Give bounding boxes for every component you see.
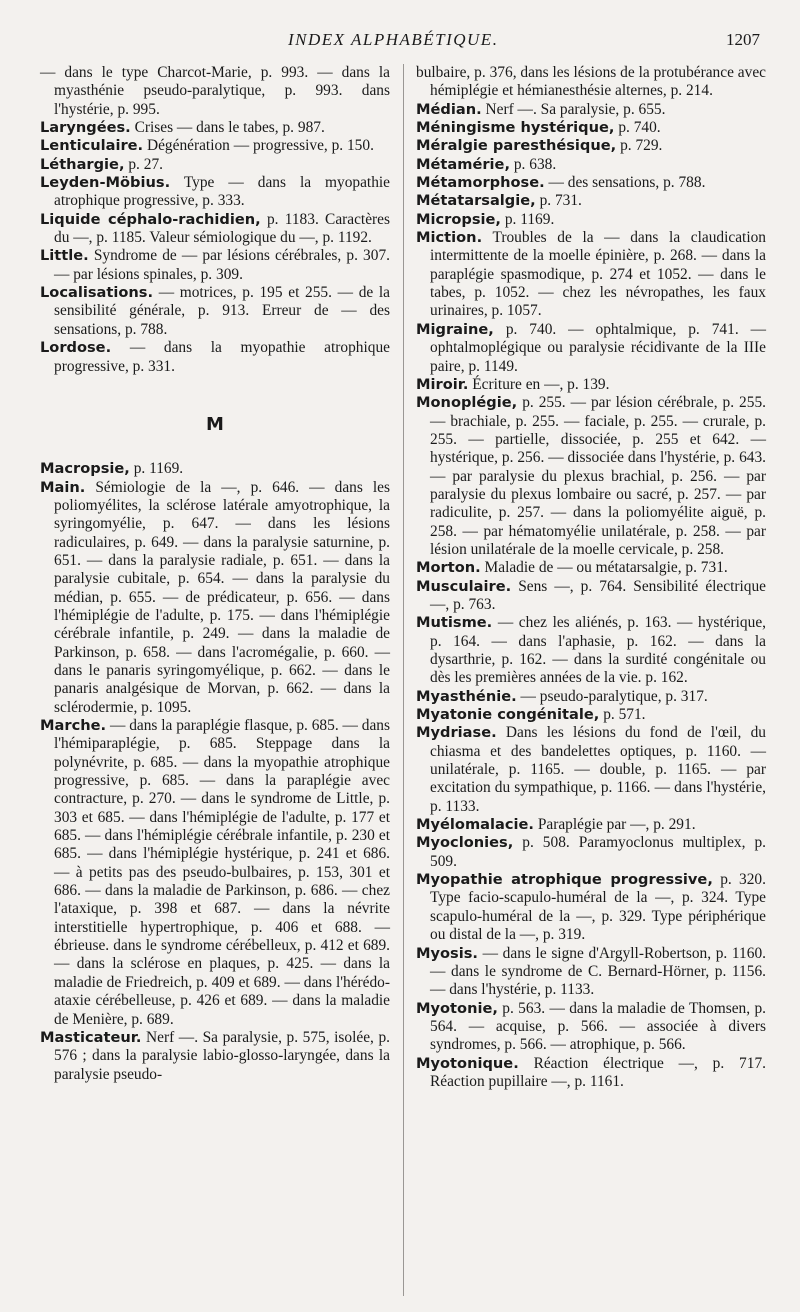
index-keyword: Masticateur.	[40, 1028, 142, 1046]
index-keyword: Méralgie paresthésique,	[416, 137, 617, 155]
index-entry	[40, 64, 390, 119]
index-text: — pseudo-paralytique, p. 317.	[520, 687, 708, 705]
index-entry	[416, 688, 766, 706]
index-text: Réaction électrique —, p. 717. Réaction pupillaire —, p. 1161.	[430, 1054, 766, 1090]
index-entry	[416, 119, 766, 137]
index-entry	[416, 614, 766, 687]
page-number: 1207	[726, 30, 760, 49]
index-text: Dans les lésions du fond de l'œil, du chiasma et des bandelettes optiques, p. 1160. — unilatérale, p. 1165. — double, p. 1165. — par excitation du sympathique, p. 1166. — dans l'hystérie, p. 1133.	[430, 724, 766, 815]
index-entry	[40, 156, 390, 174]
index-text: p. 27.	[128, 155, 163, 173]
index-entry	[416, 211, 766, 229]
index-text: p. 571.	[603, 706, 646, 724]
index-keyword: Myoclonies,	[416, 834, 514, 852]
index-keyword: Laryngées.	[40, 119, 131, 137]
index-text: bulbaire, p. 376, dans les lésions de la protubérance avec hémiplégie et hémianesthésie alternes, p. 214.	[416, 64, 766, 100]
index-entry	[416, 871, 766, 944]
index-entry	[416, 321, 766, 376]
index-keyword: Macropsie,	[40, 460, 130, 478]
index-keyword: Métamorphose.	[416, 174, 545, 192]
index-text: Nerf —. Sa paralysie, p. 575, isolée, p. 576 ; dans la paralysie labio-glosso-laryngée, dans la paralysie pseudo-	[54, 1028, 390, 1083]
index-entry	[40, 284, 390, 339]
index-text: Maladie de — ou métatarsalgie, p. 731.	[484, 559, 728, 577]
index-keyword: Miroir.	[416, 375, 469, 393]
right-column	[416, 64, 766, 1091]
index-keyword: Méningisme hystérique,	[416, 119, 615, 137]
index-keyword: Lenticulaire.	[40, 137, 144, 155]
index-keyword: Mutisme.	[416, 614, 493, 632]
index-text: p. 1183. Caractères du —, p. 1185. Valeur sémiologique du —, p. 1192.	[54, 210, 390, 247]
left-column	[40, 64, 390, 1084]
index-keyword: Main.	[40, 478, 86, 496]
index-entry	[416, 376, 766, 394]
index-keyword: Monoplégie,	[416, 394, 518, 412]
index-entry	[40, 119, 390, 137]
index-text: p. 1169.	[504, 210, 555, 228]
index-keyword: Musculaire.	[416, 577, 512, 595]
index-keyword: Myopathie atrophique progressive,	[416, 871, 713, 889]
index-keyword: Myélomalacie.	[416, 816, 534, 834]
index-entry	[416, 834, 766, 871]
index-text: Troubles de la — dans la claudication intermittente de la moelle épinière, p. 268. — dans la paraplégie spasmodique, p. 274 et 1052. — dans le tabes, p. 1052. — chez les névropathes, les faux urinaires, p. 1057.	[430, 229, 766, 320]
index-entry	[40, 717, 390, 1029]
index-text: p. 255. — par lésion cérébrale, p. 255. — brachiale, p. 255. — faciale, p. 255. — crurale, p. 255. — partielle, dissociée, p. 255 et 642. — hystérique, p. 256. — dissociée dans l'hystérie, p. 643. — par paralysie du plexus brachial, p. 256. — par paralysie du plexus lombaire ou sacré, p. 257. — par radiculite, p. 257. — dans la poliomyélite aiguë, p. 258. — par hématomyélie unilatérale, p. 258. — par lésion unilatérale de la moelle cervicale, p. 258.	[430, 394, 766, 558]
index-text: — chez les aliénés, p. 163. — hystérique, p. 164. — dans l'aphasie, p. 162. — dans la dysarthrie, p. 162. — dans la surdité congénitale ou dès les premières années de la vie. p. 162.	[430, 614, 766, 687]
index-keyword: Myotonie,	[416, 999, 498, 1017]
index-text: Écriture en —, p. 139.	[472, 375, 610, 393]
index-text: p. 731.	[539, 192, 582, 210]
index-entry	[40, 1029, 390, 1084]
index-text: Paraplégie par —, p. 291.	[537, 816, 696, 834]
column-divider	[403, 64, 404, 1296]
index-keyword: Liquide céphalo-rachidien,	[40, 210, 261, 228]
index-keyword: Léthargie,	[40, 155, 125, 173]
index-text: p. 563. — dans la maladie de Thomsen, p. 564. — acquise, p. 566. — associée à divers syndromes, p. 566. — atrophique, p. 566.	[430, 999, 766, 1054]
index-keyword: Mydriase.	[416, 724, 497, 742]
index-text: p. 729.	[620, 137, 663, 155]
index-entry	[416, 724, 766, 816]
index-text: — dans la paraplégie flasque, p. 685. — dans l'hémiparaplégie, p. 685. Steppage dans la polynévrite, p. 685. — dans la myopathie atrophique progressive, p. 685. — dans la paraplégie avec contracture, p. 270. — dans le syndrome de Little, p. 303 et 685. — dans l'hémiplégie de l'adulte, p. 177 et 685. — dans l'hémiplégie cérébrale infantile, p. 230 et 685. — dans l'hémiplégie hystérique, p. 241 et 686. — à petits pas des pseudo-bulbaires, p. 153, 301 et 686. — dans la maladie de Parkinson, p. 686. — chez l'ataxique, p. 398 et 687. — dans la névrite interstitielle hypertrophique, p. 406 et 688. — ébrieuse. dans le syndrome cérébelleux, p. 412 et 689. — dans la sclérose en plaques, p. 425. — dans la maladie de Friedreich, p. 409 et 689. — dans l'hérédo-ataxie cérébelleuse, p. 426 et 689. — dans la maladie de Menière, p. 689.	[54, 717, 390, 1028]
index-text: Type — dans la myopathie atrophique progressive, p. 333.	[54, 174, 390, 210]
index-text: Crises — dans le tabes, p. 987.	[134, 119, 325, 137]
index-text: p. 1169.	[133, 460, 184, 478]
index-entry	[40, 211, 390, 248]
index-keyword: Little.	[40, 247, 89, 265]
index-entry	[416, 192, 766, 210]
index-entry	[40, 479, 390, 717]
section-letter: M	[206, 413, 224, 435]
index-entry	[416, 559, 766, 577]
index-text: Sens —, p. 764. Sensibilité électrique —, p. 763.	[430, 577, 766, 613]
index-entry	[416, 156, 766, 174]
index-entry	[416, 1000, 766, 1055]
index-text: p. 740.	[618, 119, 661, 137]
index-keyword: Myasthénie.	[416, 687, 517, 705]
index-entry	[40, 137, 390, 155]
index-keyword: Leyden-Möbius.	[40, 174, 171, 192]
index-entry	[40, 247, 390, 284]
index-entry	[40, 174, 390, 211]
index-keyword: Myosis.	[416, 944, 478, 962]
index-keyword: Métamérie,	[416, 155, 510, 173]
index-text: Dégénération — progressive, p. 150.	[146, 137, 374, 155]
index-text: — dans le signe d'Argyll-Robertson, p. 1160. — dans le syndrome de C. Bernard-Hörner, p. 1156. — dans l'hystérie, p. 1133.	[430, 944, 766, 999]
index-entry	[40, 339, 390, 376]
index-entry	[416, 64, 766, 101]
index-text: — motrices, p. 195 et 255. — de la sensibilité générale, p. 913. Erreur de — des sensations, p. 788.	[54, 284, 390, 338]
index-entry	[416, 706, 766, 724]
index-keyword: Myotonique.	[416, 1054, 519, 1072]
index-text: Nerf —. Sa paralysie, p. 655.	[485, 100, 666, 118]
index-keyword: Micropsie,	[416, 210, 501, 228]
index-keyword: Marche.	[40, 717, 107, 734]
index-entry	[416, 394, 766, 559]
index-entry	[416, 174, 766, 192]
index-text: p. 638.	[513, 155, 557, 173]
running-title: INDEX ALPHABÉTIQUE.	[288, 30, 499, 49]
index-entry	[416, 578, 766, 615]
index-keyword: Myatonie congénitale,	[416, 706, 600, 724]
index-keyword: Miction.	[416, 229, 483, 247]
index-text: p. 740. — ophtalmique, p. 741. — ophtalmoplégique ou paralysie récidivante de la IIIe paire, p. 1149.	[430, 320, 766, 375]
index-entry	[40, 460, 390, 478]
index-text: Sémiologie de la —, p. 646. — dans les poliomyélites, la sclérose latérale amyotrophique, la syringomyélie, p. 647. — dans les lésions radiculaires, p. 649. — dans la paralysie saturnine, p. 651. — dans la paralysie radiale, p. 651. — dans la paralysie cubitale, p. 654. — dans la paralysie du médian, p. 655. — de prédicateur, p. 656. — dans l'hémiplégie de l'adulte, p. 175. — dans l'hémiplégie cérébrale infantile, p. 249. — dans la maladie de Parkinson, p. 658. — dans l'acromégalie, p. 660. — dans le panaris syringomyélique, p. 662. — dans le panaris analgésique de Morvan, p. 662. — dans la sclérodermie, p. 1095.	[54, 478, 390, 716]
index-entry	[416, 137, 766, 155]
index-entry	[416, 1055, 766, 1092]
index-text: — des sensations, p. 788.	[548, 174, 706, 192]
index-keyword: Lordose.	[40, 339, 112, 357]
index-entry	[416, 101, 766, 119]
index-keyword: Migraine,	[416, 320, 494, 338]
index-keyword: Localisations.	[40, 284, 153, 302]
index-entry	[416, 816, 766, 834]
index-text: Syndrome de — par lésions cérébrales, p. 307. — par lésions spinales, p. 309.	[54, 247, 390, 283]
index-text: — dans la myopathie atrophique progressive, p. 331.	[54, 339, 390, 375]
index-entry	[416, 229, 766, 321]
index-entry	[416, 945, 766, 1000]
index-keyword: Morton.	[416, 559, 481, 577]
index-keyword: Médian.	[416, 100, 482, 118]
running-header	[0, 30, 800, 58]
index-text: — dans le type Charcot-Marie, p. 993. — dans la myasthénie pseudo-paralytique, p. 993. dans l'hystérie, p. 995.	[40, 64, 390, 118]
index-keyword: Métatarsalgie,	[416, 192, 536, 210]
index-text: p. 320. Type facio-scapulo-huméral de la —, p. 324. Type scapulo-huméral de la —, p. 329. Type périphérique ou distal de la —, p. 319.	[430, 871, 766, 944]
index-text: p. 508. Paramyoclonus multiplex, p. 509.	[430, 834, 766, 870]
